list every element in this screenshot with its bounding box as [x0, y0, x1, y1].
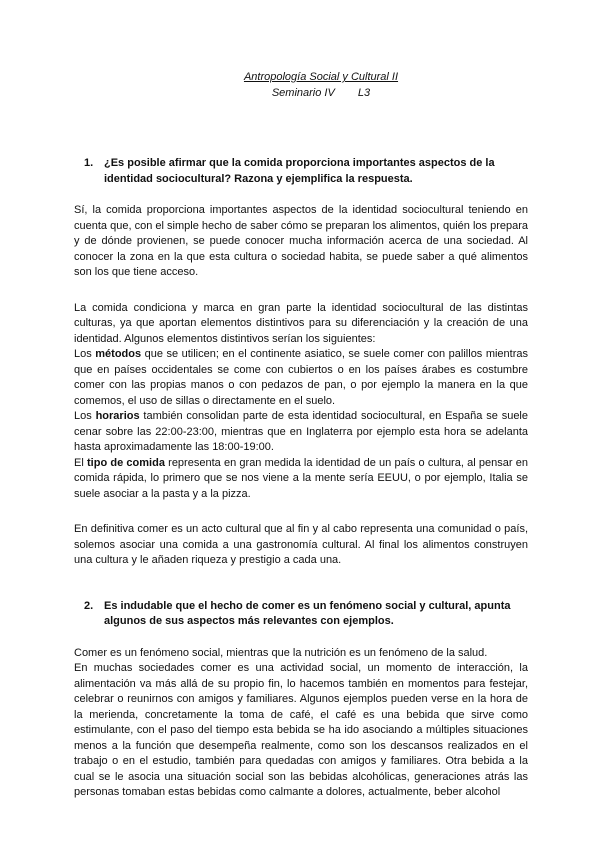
tipo-keyword: tipo de comida	[87, 456, 165, 469]
answer-1-paragraph-2: La comida condiciona y marca en gran parte la identidad sociocultural de las distintas culturas, ya que aportan elementos distintivos para su diferenciación y la creación de una identidad. Algunos elementos distintivos serían los siguientes:	[74, 301, 528, 345]
metodos-text: que se utilicen; en el continente asiatico, se suele comer con palillos mientras que en países occidentales se come con cubiertos o en los países árabes es costumbre comer con las propias manos o con pedazos de pan, o por ejemplo la manera en la que comemos, el uso de sillas o directamente en el suelo.	[74, 348, 529, 407]
metodos-pre: Los	[74, 348, 96, 360]
answer-1-tipo-comida	[74, 456, 528, 503]
document-header	[74, 70, 528, 101]
answer-2-paragraph-1: Comer es un fenómeno social, mientras que la nutrición es un fenómeno de la salud.	[74, 646, 488, 659]
question-2-text: Es indudable que el hecho de comer es un fenómeno social y cultural, apunta algunos de sus aspectos más relevantes con ejemplos.	[104, 599, 511, 627]
question-1	[84, 156, 528, 187]
tipo-text: representa en gran medida la identidad de un país o cultura, al pensar en comida rápida, lo primero que se nos viene a la mente sería EEUU, o por ejemplo, Italia se suele asociar a la pasta y a la pizza.	[74, 456, 528, 500]
course-title: Antropología Social y Cultural II	[243, 71, 399, 83]
question-2	[84, 599, 528, 630]
answer-1-metodos	[74, 347, 528, 409]
question-2-number: 2.	[84, 599, 94, 612]
tipo-pre: El	[74, 456, 87, 469]
seminar-label: Seminario IV	[271, 86, 335, 99]
question-1-number: 1.	[84, 157, 94, 169]
horarios-text: también consolidan parte de esta identidad sociocultural, en España se suele cenar sobre las 22:00-23:00, mientras que en Inglaterra por ejemplo esta hora se adelanta hasta aproximadamente las 18:00-19:00.	[74, 410, 528, 453]
question-1-text: ¿Es posible afirmar que la comida proporciona importantes aspectos de la identidad sociocultural? Razona y ejemplifica la respuesta.	[104, 157, 495, 185]
seminar-line	[114, 86, 528, 102]
horarios-pre: Los	[74, 410, 96, 422]
answer-1-paragraph-1: Sí, la comida proporciona importantes aspectos de la identidad sociocultural teniendo en cuenta que, con el simple hecho de saber cómo se preparan los alimentos, quién los prepara y de dónde provienen, se puede conocer mucha información acerca de una sociedad. Al conocer la zona en la que esta cultura o sociedad habita, se puede saber a qué alimentos son los que tiene acceso.	[74, 204, 528, 278]
answer-2-paragraph-2: En muchas sociedades comer es una actividad social, un momento de interacción, la alimentación va más allá de su propio fin, lo hacemos también en momentos para festejar, celebrar o reunirnos con amigos y familiares. Algunos ejemplos pueden verse en la hora de la merienda, concretamente la toma de café, el café es una bebida que sirve como estimulante, con el paso del tiempo esta bebida se ha ido asociando a múltiples situaciones menos a la función que desempeña realmente, como son los descansos realizados en el trabajo o en el estudio, también para quedadas con amigos y familiares. Otra bebida a la cual se le asocia una situación social son las bebidas alcohólicas, generaciones atrás las personas tomaban estas bebidas como calmante a dolores, actualmente, beber alcohol	[74, 662, 528, 798]
answer-1-horarios	[74, 409, 528, 456]
metodos-keyword: métodos	[95, 348, 142, 360]
seminar-code: L3	[357, 86, 371, 99]
horarios-keyword: horarios	[95, 410, 140, 422]
answer-1-conclusion: En definitiva comer es un acto cultural que al fin y al cabo representa una comunidad o país, solemos asociar una comida a una gastronomía cultural. Al final los alimentos construyen una cultura y le añaden riqueza y prestigio a cada una.	[74, 523, 528, 566]
